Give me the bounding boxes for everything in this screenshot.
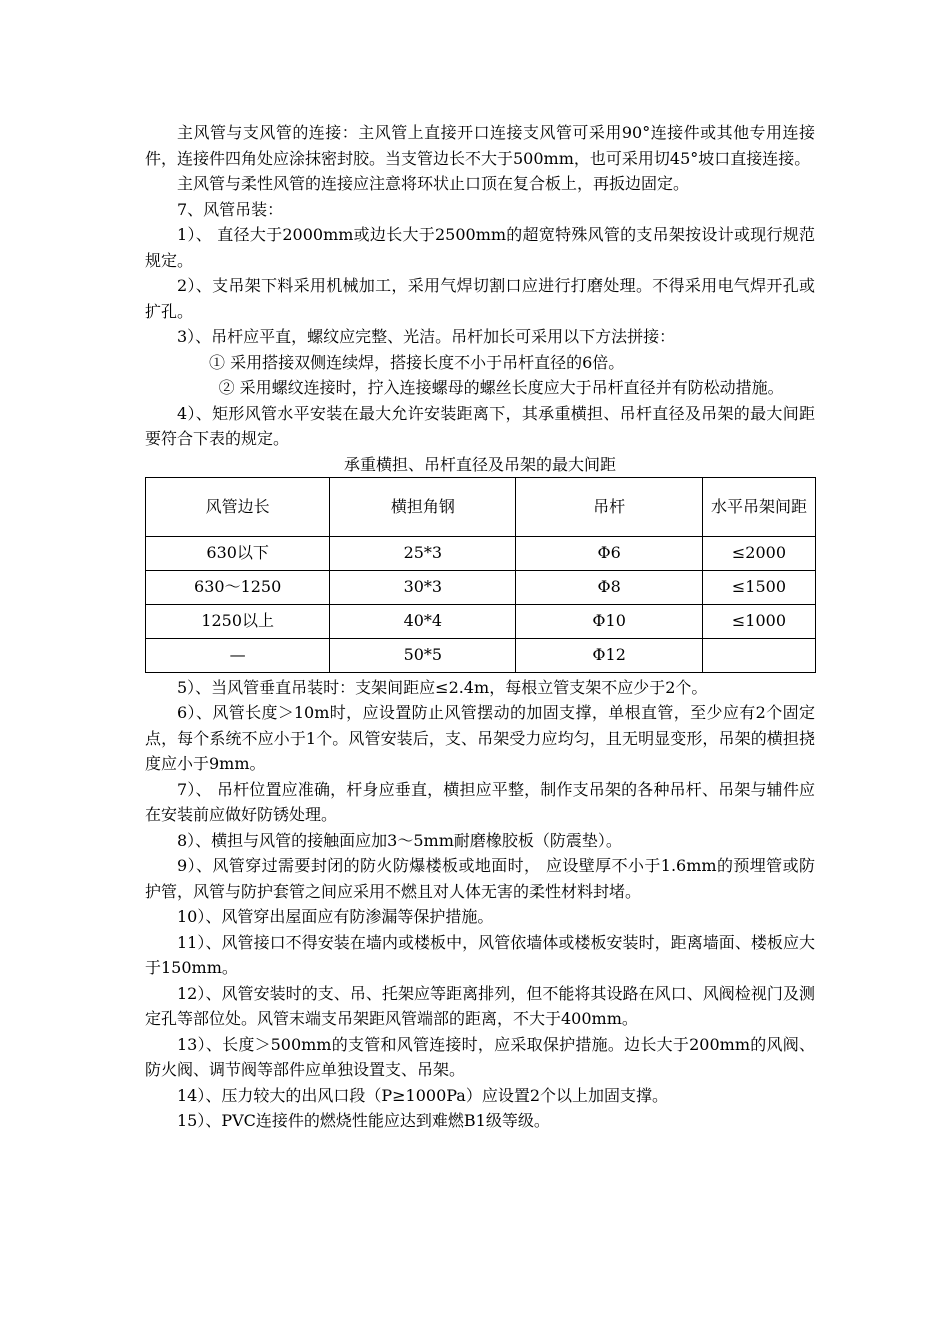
- table-header-cell: 吊杆: [516, 477, 703, 536]
- table-cell: [702, 638, 815, 672]
- paragraph: 13）、长度＞500mm的支管和风管连接时，应采取保护措施。边长大于200mm的风阀、防火阀、调节阀等部件应单独设置支、吊架。: [145, 1034, 815, 1079]
- paragraph: 12）、风管安装时的支、吊、托架应等距离排列，但不能将其设路在风口、风阀检视门及测定孔等部位处。风管末端支吊架距风管端部的距离，不大于400mm。: [145, 983, 815, 1028]
- paragraph: 9）、风管穿过需要封闭的防火防爆楼板或地面时， 应设壁厚不小于1.6mm的预埋管或防护管，风管与防护套管之间应采用不燃且对人体无害的柔性材料封堵。: [145, 856, 815, 901]
- paragraph: 1）、 直径大于2000mm或边长大于2500mm的超宽特殊风管的支吊架按设计或现行规范规定。: [145, 225, 815, 270]
- paragraphs-after: [145, 675, 815, 1134]
- paragraph: 4）、矩形风管水平安装在最大允许安装距离下，其承重横担、吊杆直径及吊架的最大间距要符合下表的规定。: [145, 403, 815, 448]
- table-header-cell: 横担角钢: [330, 477, 516, 536]
- paragraph: 14）、压力较大的出风口段（P≥1000Pa）应设置2个以上加固支撑。: [177, 1085, 669, 1105]
- table-row: [146, 536, 816, 570]
- table-cell: ≤2000: [702, 536, 815, 570]
- paragraph: 8）、横担与风管的接触面应加3～5mm耐磨橡胶板（防震垫）。: [177, 830, 622, 850]
- table-row: [146, 604, 816, 638]
- table-header-row: [146, 477, 816, 536]
- paragraphs-before: [145, 120, 815, 452]
- table-caption: 承重横担、吊杆直径及吊架的最大间距: [343, 454, 616, 474]
- hanger-spacing-table: [145, 477, 816, 673]
- table-cell: ≤1500: [702, 570, 815, 604]
- paragraph: 11）、风管接口不得安装在墙内或楼板中，风管依墙体或楼板安装时，距离墙面、楼板应大于150mm。: [145, 932, 815, 977]
- table-cell: 1250以上: [146, 604, 330, 638]
- paragraph: 主风管与柔性风管的连接应注意将环状止口顶在复合板上，再扳边固定。: [177, 174, 690, 193]
- paragraph: 10）、风管穿出屋面应有防渗漏等保护措施。: [177, 907, 494, 926]
- paragraph: 7、风管吊装：: [177, 199, 284, 219]
- table-cell: Φ6: [516, 536, 703, 570]
- table-row: [146, 638, 816, 672]
- paragraph: 7）、 吊杆位置应准确，杆身应垂直，横担应平整，制作支吊架的各种吊杆、吊架与辅件应在安装前应做好防锈处理。: [145, 779, 815, 824]
- table-cell: —: [146, 638, 330, 672]
- table-cell: 630以下: [146, 536, 330, 570]
- paragraph: 6）、风管长度＞10m时，应设置防止风管摆动的加固支撑，单根直管，至少应有2个固定点，每个系统不应小于1个。风管安装后，支、吊架受力应均匀，且无明显变形，吊架的横担挠度应小于9mm。: [145, 703, 815, 773]
- table-row: [146, 570, 816, 604]
- table-cell: Φ12: [516, 638, 703, 672]
- table-header-cell: 水平吊架间距: [702, 477, 815, 536]
- paragraph: 15）、PVC连接件的燃烧性能应达到难燃B1级等级。: [177, 1111, 550, 1130]
- paragraph: ① 采用搭接双侧连续焊，搭接长度不小于吊杆直径的6倍。: [209, 352, 625, 372]
- table-cell: ≤1000: [702, 604, 815, 638]
- table-cell: 50*5: [330, 638, 516, 672]
- paragraph: 主风管与支风管的连接：主风管上直接开口连接支风管可采用90°连接件或其他专用连接件，连接件四角处应涂抹密封胶。当支管边长不大于500mm，也可采用切45°坡口直接连接。: [145, 123, 815, 168]
- table-cell: 40*4: [330, 604, 516, 638]
- table-cell: 30*3: [330, 570, 516, 604]
- document-page: [145, 120, 815, 1134]
- paragraph: 3）、吊杆应平直，螺纹应完整、光洁。吊杆加长可采用以下方法拼接：: [177, 327, 676, 346]
- paragraph: 2）、支吊架下料采用机械加工，采用气焊切割口应进行打磨处理。不得采用电气焊开孔或扩孔。: [145, 276, 815, 321]
- table-header-cell: 风管边长: [146, 477, 330, 536]
- table-cell: 630～1250: [146, 570, 330, 604]
- paragraph: ② 采用螺纹连接时，拧入连接螺母的螺丝长度应大于吊杆直径并有防松动措施。: [218, 378, 784, 397]
- table-cell: Φ8: [516, 570, 703, 604]
- paragraph: 5）、当风管垂直吊装时：支架间距应≤2.4m，每根立管支架不应少于2个。: [177, 677, 708, 697]
- table-cell: 25*3: [330, 536, 516, 570]
- table-cell: Φ10: [516, 604, 703, 638]
